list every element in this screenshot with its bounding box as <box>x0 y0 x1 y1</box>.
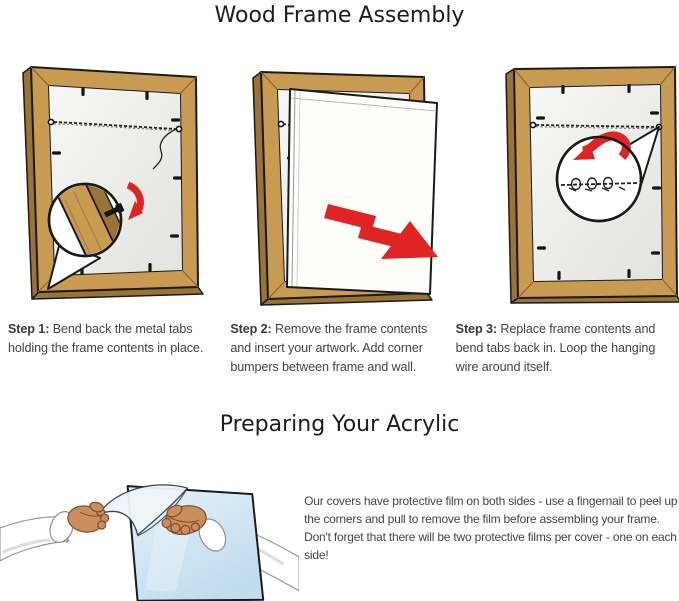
step3-illustration <box>481 58 679 310</box>
step1-label: Step 1: <box>8 322 50 336</box>
step3-text: Replace frame contents and bend tabs back in. Loop the hanging wire around itself. <box>455 322 656 374</box>
left-hand <box>46 501 109 546</box>
wire-eyelet <box>279 121 284 126</box>
acrylic-illustration <box>0 464 299 601</box>
step2-illustration <box>238 58 443 310</box>
frame-contents <box>287 89 437 294</box>
step2-label: Step 2: <box>230 322 272 336</box>
step1-illustration <box>10 58 215 310</box>
wood-frame <box>23 67 203 299</box>
step3-caption <box>453 320 679 377</box>
step2-column <box>226 58 452 377</box>
step3-label: Step 3: <box>455 322 497 336</box>
step1-column <box>0 58 226 377</box>
step3-column <box>453 58 679 377</box>
assembly-steps <box>0 58 679 377</box>
assembly-title: Wood Frame Assembly <box>214 3 465 28</box>
step2-caption <box>226 320 452 377</box>
acrylic-title: Preparing Your Acrylic <box>219 412 460 437</box>
acrylic-section <box>0 458 679 601</box>
step1-text: Bend back the metal tabs holding the frame contents in place. <box>8 322 204 355</box>
step1-caption <box>0 320 226 358</box>
step2-text: Remove the frame contents and insert your artwork. Add corner bumpers between frame and wall. <box>230 322 428 374</box>
acrylic-body: Our covers have protective film on both sides - use a fingernail to peel up the corners and pull to remove the film before assembling your frame. Don't forget that there will be two protective films per cover - one on each side! <box>304 494 678 562</box>
